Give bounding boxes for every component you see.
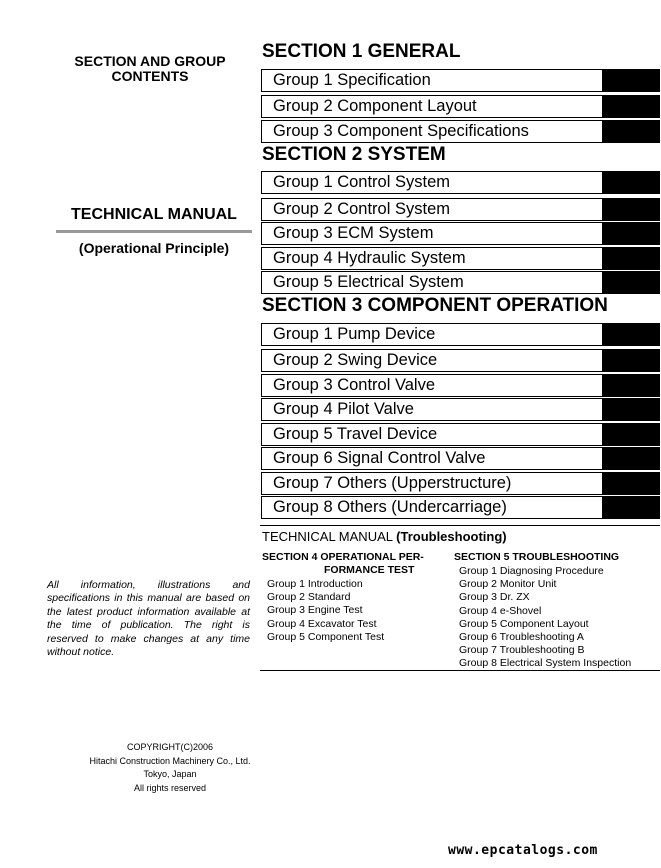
group-row[interactable] xyxy=(261,349,660,372)
group-label: Group 3 Component Specifications xyxy=(273,122,529,140)
list-item[interactable]: Group 3 Dr. ZX xyxy=(459,591,530,604)
group-row[interactable] xyxy=(261,447,660,470)
group-row[interactable] xyxy=(261,171,660,194)
section-4-title xyxy=(262,551,442,577)
contents-heading xyxy=(50,54,250,84)
group-row[interactable] xyxy=(261,222,660,245)
group-row[interactable] xyxy=(261,120,660,143)
section-tab xyxy=(602,171,660,194)
group-label: Group 2 Swing Device xyxy=(273,351,438,369)
section-4-title-line2: FORMANCE TEST xyxy=(324,564,415,576)
group-row[interactable] xyxy=(261,323,660,346)
copyright-line: COPYRIGHT(C)2006 xyxy=(126,742,214,752)
list-item[interactable]: Group 4 Excavator Test xyxy=(267,617,377,630)
section-tab xyxy=(602,120,660,143)
group-row[interactable] xyxy=(261,398,660,421)
group-row[interactable] xyxy=(261,247,660,270)
list-item[interactable]: Group 8 Electrical System Inspection xyxy=(459,657,632,670)
section-tab xyxy=(602,198,660,221)
manual-subtitle: (Operational Principle) xyxy=(78,240,230,256)
section-tab xyxy=(602,374,660,397)
copyright-line: Tokyo, Japan xyxy=(143,769,197,779)
section-tab xyxy=(602,423,660,446)
section-tab xyxy=(602,323,660,346)
group-label: Group 3 ECM System xyxy=(273,224,434,242)
section-tab xyxy=(602,472,660,495)
footer-url[interactable]: www.epcatalogs.com xyxy=(448,843,598,858)
list-item[interactable]: Group 6 Troubleshooting A xyxy=(459,631,584,644)
section-5-title: SECTION 5 TROUBLESHOOTING xyxy=(454,551,620,563)
section-2-title: SECTION 2 SYSTEM xyxy=(262,144,446,165)
section-tab xyxy=(602,69,660,92)
group-row[interactable] xyxy=(261,496,660,519)
group-row[interactable] xyxy=(261,95,660,118)
section-tab xyxy=(602,95,660,118)
group-row[interactable] xyxy=(261,472,660,495)
group-label: Group 1 Specification xyxy=(273,71,431,89)
list-item[interactable]: Group 1 Diagnosing Procedure xyxy=(459,565,604,577)
list-item[interactable]: Group 2 Standard xyxy=(267,591,351,604)
group-label: Group 2 Control System xyxy=(273,200,450,218)
troubleshooting-title xyxy=(262,529,507,544)
list-item[interactable]: Group 4 e-Shovel xyxy=(459,604,542,617)
section-tab xyxy=(602,247,660,270)
list-item[interactable]: Group 3 Engine Test xyxy=(267,604,363,617)
section-tab xyxy=(602,349,660,372)
list-item[interactable]: Group 7 Troubleshooting B xyxy=(459,644,585,657)
group-row[interactable] xyxy=(261,198,660,221)
list-item[interactable]: Group 1 Introduction xyxy=(267,578,363,590)
disclaimer-text: All information, illustrations and specifications in this manual are based on the latest product information available at the time of publication. The right is reserved to make changes at any time without notice. xyxy=(47,579,250,659)
group-label: Group 2 Component Layout xyxy=(273,97,477,115)
group-row[interactable] xyxy=(261,423,660,446)
manual-title-divider xyxy=(56,230,252,233)
group-label: Group 8 Others (Undercarriage) xyxy=(273,498,507,516)
contents-heading-line2: CONTENTS xyxy=(111,68,189,84)
copyright-line: All rights reserved xyxy=(133,782,207,793)
troubleshooting-title-prefix: TECHNICAL MANUAL xyxy=(262,529,393,544)
copyright-line: Hitachi Construction Machinery Co., Ltd. xyxy=(89,755,251,766)
group-label: Group 4 Hydraulic System xyxy=(273,249,466,267)
group-label: Group 5 Travel Device xyxy=(273,425,438,443)
group-label: Group 5 Electrical System xyxy=(273,273,464,291)
section-5-group-list xyxy=(459,565,631,671)
group-label: Group 4 Pilot Valve xyxy=(273,400,414,418)
section-4-title-line1: SECTION 4 OPERATIONAL PER- xyxy=(262,551,424,563)
manual-title: TECHNICAL MANUAL xyxy=(71,206,237,223)
section-tab xyxy=(602,271,660,294)
contents-heading-line1: SECTION AND GROUP xyxy=(74,53,226,69)
copyright-block xyxy=(50,741,290,795)
section-1-title: SECTION 1 GENERAL xyxy=(262,41,461,62)
group-row[interactable] xyxy=(261,374,660,397)
group-label: Group 1 Pump Device xyxy=(273,325,436,343)
troubleshooting-top-rule xyxy=(260,525,660,526)
group-label: Group 3 Control Valve xyxy=(273,376,436,394)
list-item[interactable]: Group 2 Monitor Unit xyxy=(459,578,557,591)
section-tab xyxy=(602,398,660,421)
list-item[interactable]: Group 5 Component Layout xyxy=(459,617,589,630)
section-tab xyxy=(602,222,660,245)
troubleshooting-title-suffix: (Troubleshooting) xyxy=(396,529,507,544)
group-row[interactable] xyxy=(261,69,660,92)
troubleshooting-bottom-rule xyxy=(260,670,660,671)
list-item[interactable]: Group 5 Component Test xyxy=(267,630,385,643)
group-label: Group 1 Control System xyxy=(273,173,450,191)
group-row[interactable] xyxy=(261,271,660,294)
group-label: Group 7 Others (Upperstructure) xyxy=(273,474,512,492)
section-tab xyxy=(602,447,660,470)
section-3-title: SECTION 3 COMPONENT OPERATION xyxy=(262,295,608,316)
section-tab xyxy=(602,496,660,519)
section-4-group-list xyxy=(267,578,384,644)
group-label: Group 6 Signal Control Valve xyxy=(273,449,486,467)
